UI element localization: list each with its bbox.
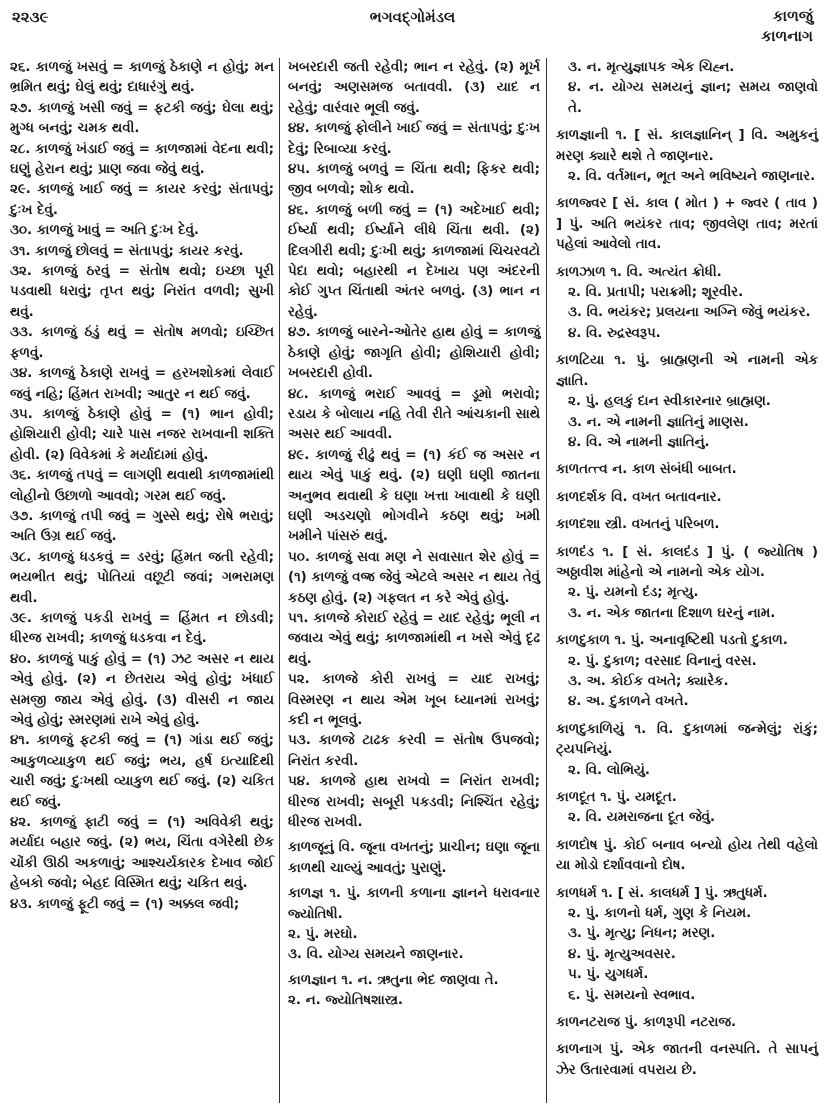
- dictionary-entry: [556, 167, 818, 187]
- definition: ૧. [ સં. કાલધર્મ ] પું. ઋતુધર્મ.: [596, 885, 768, 901]
- headword: કાળટિયા: [556, 353, 605, 369]
- definition: ૧. પું. કાળની કળાના જ્ઞાનને ધરાવનાર જ્યોતિષી.: [288, 886, 540, 922]
- definition: પું. કોઈ બનાવ બન્યો હોય તેથી વહેલો યા મોડો દર્શાવવાનો દોષ.: [556, 837, 818, 874]
- headword: કાળજ્ઞાની: [556, 128, 609, 144]
- dictionary-entry: [288, 201, 540, 323]
- dictionary-entry: [556, 488, 818, 508]
- definition: [ સં. કાલ ( મોત ) + જ્વર ( તાવ ) ] પું. અતિ ભયંકર તાવ; જીવલેણ તાવ; મરતાં પહેલાં આવેલો તાવ.: [556, 196, 818, 253]
- definition: ૩૩. કાળજું ઠંડું થવું = સંતોષ મળવો; ઇચ્છિત ફળવું.: [10, 325, 274, 361]
- dictionary-entry: [288, 971, 540, 991]
- definition: સ્ત્રી. વખતનું પરિબળ.: [600, 517, 720, 533]
- dictionary-entry: [288, 925, 540, 945]
- dictionary-entry: [556, 1013, 818, 1033]
- dictionary-entry: [556, 884, 818, 904]
- definition: ૧. પું. યમદૂત.: [595, 790, 677, 805]
- dictionary-entry: [10, 650, 274, 732]
- definition: ૩૭. કાળજું તપી જવું = ગુસ્સે થવું; રોષે ભરાવું; અતિ ઉગ્ર થઈ જવું.: [10, 508, 274, 545]
- definition: ૧. પું. બ્રાહ્મણની એ નામની એક જ્ઞાતિ.: [556, 353, 818, 389]
- definition: ૨. પું. હલકું દાન સ્વીકારનાર બ્રાહ્મણ.: [568, 394, 771, 410]
- definition: ૨૮. કાળજું ખંડાઈ જવું = કાળજામાં વેદના થવી; ઘણું હેરાન થવું; પ્રાણ જવા જેવું થવું.: [10, 141, 274, 178]
- definition: વિ. વખત બતાવનાર.: [606, 489, 722, 505]
- definition: ૪૮. કાળજું ભરાઈ આવવું = ડૂમો ભરાવો; રડાય કે બોલાય નહિ તેવી રીતે આંચકાની સાથે અસર થઈ આવવી.: [288, 386, 540, 443]
- definition: ૪. વિ. રુદ્રસ્વરૂપ.: [568, 325, 661, 341]
- dictionary-entry: [288, 731, 540, 772]
- headword: કાળદુકાળ: [556, 633, 610, 649]
- dictionary-entry: [556, 78, 818, 119]
- dictionary-entry: [556, 761, 818, 781]
- definition: ૪. ન. યોગ્ય સમયનું જ્ઞાન; સમય જાણવો તે.: [568, 80, 818, 116]
- dictionary-entry: [556, 303, 818, 323]
- definition: ખબરદારી જતી રહેવી; ભાન ન રહેવું. (૨) મૂર્ખ બનવું; અણસમજ બતાવવી. (૩) યાદ ન રહેવું; વારંવાર ભૂલી જવું.: [288, 60, 540, 116]
- definition: ૪૧. કાળજું ફટકી જવું = (૧) ગાંડા થઈ જવું; આકુળવ્યાકુળ થઈ જવું; ભય, હર્ષ ઇત્યાદિથી ચારી જવું; દુઃખથી વ્યાકુળ થઈ જવું. (૨) ચકિત થઈ જવું.: [10, 733, 274, 810]
- dictionary-entry: [556, 433, 818, 453]
- dictionary-entry: [10, 548, 274, 609]
- dictionary-entry: [288, 119, 540, 160]
- guide-word-last: કાળનાગ: [761, 27, 813, 45]
- definition: ૪૫. કાળજું બળવું = ચિંતા થવી; ફિકર થવી; જીવ બળવો; શોક થવો.: [288, 162, 540, 198]
- dictionary-entry: [556, 652, 818, 672]
- definition: ૬. પું. સમયનો સ્વભાવ.: [568, 987, 696, 1003]
- dictionary-entry: [10, 466, 274, 507]
- dictionary-entry: [556, 604, 818, 624]
- headword: કાળજૂનું: [288, 840, 334, 856]
- definition: ૩. ન. મૃત્યુજ્ઞાપક એક ચિહ્ન.: [568, 60, 735, 75]
- dictionary-entry: [10, 731, 274, 813]
- definition: ૨૭. કાળજું ખસી જવું = ફટકી જવું; ઘેલા થવું; મુગ્ધ બનવું; ચમક થવી.: [10, 100, 274, 137]
- dictionary-entry: [10, 609, 274, 650]
- headword: કાળદંડ: [556, 544, 595, 560]
- dictionary-entry: [556, 283, 818, 303]
- column-3: [556, 58, 818, 1081]
- dictionary-entry: [556, 324, 818, 344]
- dictionary-entry: [556, 945, 818, 965]
- dictionary-entry: [556, 965, 818, 985]
- definition: ૧. વિ. અત્યંત ક્રોધી.: [605, 264, 722, 280]
- definition: ૩. વિ. ભયંકર; પ્રલયના અગ્નિ જેવું ભયંકર.: [568, 305, 811, 321]
- definition: ૩. વિ. યોગ્ય સમયને જાણનાર.: [288, 947, 464, 963]
- dictionary-entry: [556, 692, 818, 712]
- dictionary-entry: [288, 58, 540, 119]
- dictionary-entry: [556, 904, 818, 924]
- dictionary-entry: [556, 986, 818, 1006]
- definition: ૩. ન. એક જાતના દિશાળ ઘરનું નામ.: [568, 605, 776, 621]
- definition: ૪૩. કાળજું ફૂટી જવું = (૧) અક્કલ જવી;: [10, 896, 240, 912]
- definition: ૩૮. કાળજું ધડકવું = ડરવું; હિંમત જતી રહેવી; ભયભીત થવું; પોતિયાં વછૂટી જવાં; ગભરામણ થવી.: [10, 549, 274, 606]
- definition: ૫૨. કાળજે કોરી રાખવું = યાદ રાખવું; વિસ્મરણ ન થાય એમ ખૂબ ધ્યાનમાં રાખવું; કદી ન ભૂલવું.: [288, 672, 540, 728]
- dictionary-entry: [288, 446, 540, 548]
- dictionary-entry: [288, 323, 540, 384]
- dictionary-entry: [556, 788, 818, 808]
- dictionary-entry: [556, 672, 818, 692]
- definition: ૫૪. કાળજે હાથ રાખવો = નિરાંત રાખવી; ધીરજ રાખવી; સબૂરી પકડવી; નિશ્ચિંત રહેવું; ધીરજ રાખવી.: [288, 774, 540, 831]
- headword: કાળજ્વર: [556, 196, 607, 212]
- definition: ૩૬. કાળજું તપવું = લાગણી થવાથી કાળજામાંથી લોહીનો ઉછાળો આવવો; ગરમ થઈ જવું.: [10, 468, 274, 504]
- dictionary-entry: [556, 808, 818, 828]
- dictionary-entry: [288, 991, 540, 1011]
- definition: ૨. પું. દુકાળ; વરસાદ વિનાનું વરસ.: [568, 653, 757, 669]
- dictionary-entry: [288, 385, 540, 446]
- dictionary-entry: [288, 160, 540, 201]
- definition: ૫. પું. યુગધર્મ.: [568, 967, 649, 983]
- definition: ૩૧. કાળજું છોલવું = સંતાપવું; કાયર કરવું.: [10, 243, 244, 259]
- dictionary-entry: [556, 720, 818, 761]
- dictionary-entry: [288, 609, 540, 670]
- definition: ૪. પું. મૃત્યુઅવસર.: [568, 946, 676, 962]
- definition: ૩૪. કાળજું ઠેકાણે રાખવું = હરખશોકમાં લેવાઈ જવું નહિ; હિંમત રાખવી; આતુર ન થઈ જવું.: [10, 366, 274, 402]
- definition: ૪. વિ. એ નામની જ્ઞાતિનું.: [568, 434, 710, 450]
- definition: ૫૦. કાળજું સવા મણ ને સવાસાત શેર હોવું = (૧) કાળજું વજ્ર જેવું એટલે અસર ન થાય તેવું કઠણ હોવું. (૨) ગફલત ન કરે એવું હોવું.: [288, 549, 540, 606]
- definition: ૪૪. કાળજું ફોલીને ખાઈ જવું = સંતાપવું; દુઃખ દેવું; રિબાવ્યા કરવું.: [288, 121, 540, 157]
- definition: ૫૩. કાળજે ટાઢક કરવી = સંતોષ ઉપજવો; નિરાંત કરવી.: [288, 733, 540, 769]
- dictionary-entry: [556, 194, 818, 255]
- page-number: ૨૨૩૯: [12, 8, 49, 26]
- definition: ૨. વિ. વર્તમાન, ભૂત અને ભવિષ્યને જાણનાર.: [568, 169, 816, 185]
- definition: પું. કાળરૂપી નટરાજ.: [619, 1015, 737, 1031]
- dictionary-entry: [288, 772, 540, 833]
- column-1: [10, 58, 274, 915]
- definition: ૧. ન. ઋતુના ભેદ જાણવા તે.: [336, 972, 499, 988]
- headword: કાળનટરાજ: [556, 1015, 620, 1031]
- headword: કાળદુકાળિયું: [556, 721, 624, 737]
- dictionary-entry: [556, 924, 818, 944]
- dictionary-entry: [10, 813, 274, 895]
- headword: કાળઝાળ: [556, 264, 606, 280]
- dictionary-entry: [10, 323, 274, 364]
- guide-words: [761, 6, 813, 46]
- headword: કાળનાગ: [556, 1042, 603, 1058]
- dictionary-entry: [288, 838, 540, 879]
- definition: ૨. વિ. યમરાજના દૂત જેવું.: [568, 810, 716, 826]
- definition: ૧. પું. અનાવૃષ્ટિથી પડતો દુકાળ.: [609, 633, 788, 649]
- headword: કાળદોષ: [556, 837, 598, 853]
- definition: ૧. વિ. દુકાળમાં જન્મેલું; રાંકું; ટ્યપનિયું.: [556, 721, 818, 758]
- definition: ૪૬. કાળજું બળી જવું = (૧) અદેખાઈ થવી; ઈર્ષ્યા થવી; ઈર્ષ્યાને લીધે ચિંતા થવી. (૨) દિલગીરી થવી; દુઃખી થવું; કાળજામાં ચિચરવટો પેદા થવો; બહારથી ન દેખાય પણ અંદરની કોઈ ગુપ્ત ચિંતાથી અંતર બળવું. (૩) ભાન ન રહેવું.: [288, 202, 540, 320]
- definition: ૪૭. કાળજું બારને-ઓતેર હાથ હોવું = કાળજું ઠેકાણે હોવું; જાગૃતિ હોવી; હોશિયારી હોવી; ખબરદારી હોવી.: [288, 325, 540, 382]
- definition: ૪૯. કાળજું રીઢું થવું = (૧) કંઈ જ અસર ન થાય એવું પાકું થવું. (૨) ઘણી ઘણી જાતના અનુભવ થવાથી કે ઘણા ખત્તા ખાવાથી કે ઘણી ઘણી અડચણો ભોગવીને કઠણ થવું; ખમી ખમીને પાંસરું થવું.: [288, 447, 540, 545]
- definition: ૪૦. કાળજું પાકું હોવું = (૧) ઝટ અસર ન થાય એવું હોવું. (૨) ન છેતરાય એવું હોવું; ખંધાઈ સમજી જાય એવું હોવું. (૩) વીસરી ન જાય એવું હોવું; સ્મરણમાં રાખે એવું હોવું.: [10, 651, 274, 728]
- definition: ૪૨. કાળજું ફાટી જવું = (૧) અવિવેકી થવું; મર્યાદા બહાર જવું. (૨) ભય, ચિંતા વગેરેથી છેક ચોંકી ઊઠી અકળાવું; આશ્ચર્યકારક દેખાવ જોઈ હેબકો જવો; બેહદ વિસ્મિત થવું; ચકિત થવું.: [10, 815, 274, 892]
- definition: પું. એક જાતની વનસ્પતિ. તે સાપનું ઝેર ઉતારવામાં વપરાય છે.: [556, 1042, 818, 1078]
- dictionary-entry: [556, 460, 818, 480]
- column-divider: [279, 58, 280, 1103]
- dictionary-entry: [288, 884, 540, 925]
- column-divider: [546, 58, 547, 1103]
- dictionary-entry: [556, 583, 818, 603]
- dictionary-entry: [556, 126, 818, 167]
- dictionary-entry: [556, 58, 818, 78]
- guide-word-first: કાળજું: [772, 7, 813, 25]
- definition: ૨. પું. કાળનો ધર્મ, ગુણ કે નિયમ.: [568, 906, 752, 922]
- dictionary-entry: [10, 140, 274, 181]
- definition: ૩૫. કાળજું ઠેકાણે હોવું = (૧) ભાન હોવી; હોશિયારી હોવી; ચારે પાસ નજર રાખવાની શક્તિ હોવી. (૨) વિવેકમાં કે મર્યાદામાં હોવું.: [10, 406, 274, 463]
- definition: ૨. પું. મરઘો.: [288, 927, 358, 943]
- definition: ૩. અ. કોઈક વખતે; ક્યારેક.: [568, 673, 729, 689]
- definition: ન. કાળ સંબંધી બાબત.: [607, 462, 737, 478]
- definition: ૧. [ સં. કાલજ્ઞાનિન્ ] વિ. અમુકનું મરણ ક્યારે થશે તે જાણનાર.: [556, 128, 818, 164]
- dictionary-entry: [556, 392, 818, 412]
- headword: કાળદૂત: [556, 790, 596, 805]
- dictionary-entry: [288, 945, 540, 965]
- definition: ૩. ન. એ નામની જ્ઞાતિનું માણસ.: [568, 414, 749, 430]
- definition: ૫૧. કાળજે કોરાઈ રહેવું = યાદ રહેવું; ભૂલી ન જવાય એવું થવું; કાળજામાંથી ન ખસે એવું દૃઢ થવું.: [288, 610, 540, 667]
- headword: કાળજ્ઞ: [288, 886, 324, 902]
- definition: ૨. વિ. પ્રતાપી; પરાક્રમી; શૂરવીર.: [568, 285, 744, 301]
- definition: ૨૬. કાળજું ખસવું = કાળજું ઠેકાણે ન હોવું; મન ભ્રમિત થવું; ઘેલું થવું; દાધારંગું થવું.: [10, 60, 274, 96]
- definition: ૩. પું. મૃત્યુ; નિધન; મરણ.: [568, 926, 716, 942]
- headword: કાળતત્ત્વ: [556, 462, 608, 478]
- dictionary-entry: [10, 405, 274, 466]
- definition: ૨૯. કાળજું ખાઈ જવું = કાયર કરવું; સંતાપવું; દુઃખ દેવું.: [10, 182, 274, 218]
- dictionary-entry: [556, 543, 818, 584]
- dictionary-entry: [10, 507, 274, 548]
- dictionary-entry: [288, 548, 540, 609]
- definition: ૨. પું. યમનો દંડ; મૃત્યુ.: [568, 585, 699, 601]
- dictionary-entry: [288, 670, 540, 731]
- definition: ૩૨. કાળજું ઠરવું = સંતોષ થવો; ઇચ્છા પૂરી પડવાથી ધરાવું; તૃપ્ત થવું; નિરાંત વળવી; સુખી થવું.: [10, 264, 274, 320]
- headword: કાળજ્ઞાન: [288, 972, 337, 988]
- headword: કાળદશા: [556, 517, 601, 533]
- definition: વિ. જૂના વખતનું; પ્રાચીન; ઘણા જૂના કાળથી ચાલ્યું આવતું; પુરાણું.: [288, 840, 540, 876]
- dictionary-entry: [10, 180, 274, 221]
- column-2: [288, 58, 540, 1012]
- dictionary-entry: [556, 836, 818, 877]
- headword: કાળધર્મ: [556, 885, 597, 901]
- dictionary-entry: [10, 262, 274, 323]
- dictionary-entry: [556, 515, 818, 535]
- dictionary-entry: [10, 242, 274, 262]
- dictionary-entry: [10, 221, 274, 241]
- dictionary-entry: [556, 351, 818, 392]
- dictionary-entry: [10, 58, 274, 99]
- definition: ૨. ન. જ્યોતિષશાસ્ત્ર.: [288, 993, 404, 1009]
- dictionary-entry: [556, 1040, 818, 1081]
- dictionary-entry: [556, 631, 818, 651]
- dictionary-entry: [10, 99, 274, 140]
- definition: ૩૦. કાળજું ખાવું = અતિ દુઃખ દેવું.: [10, 223, 200, 239]
- definition: ૨. વિ. લોભિયું.: [568, 762, 650, 778]
- definition: ૧. [ સં. કાલદંડ ] પું. ( જ્યોતિષ ) અઠ્ઠાવીશ માંહેનો એ નામનો એક યોગ.: [556, 544, 818, 580]
- running-title: ભગવદ્ગોમંડલ: [369, 8, 456, 26]
- definition: ૪. અ. દુકાળને વખતે.: [568, 694, 689, 710]
- headword: કાળદર્શક: [556, 489, 607, 505]
- dictionary-entry: [556, 413, 818, 433]
- definition: ૩૯. કાળજું પકડી રાખવું = હિંમત ન છોડવી; ધીરજ રાખવી; કાળજું ધડકવા ન દેવું.: [10, 610, 274, 647]
- dictionary-entry: [10, 364, 274, 405]
- dictionary-entry: [556, 263, 818, 283]
- dictionary-entry: [10, 895, 274, 915]
